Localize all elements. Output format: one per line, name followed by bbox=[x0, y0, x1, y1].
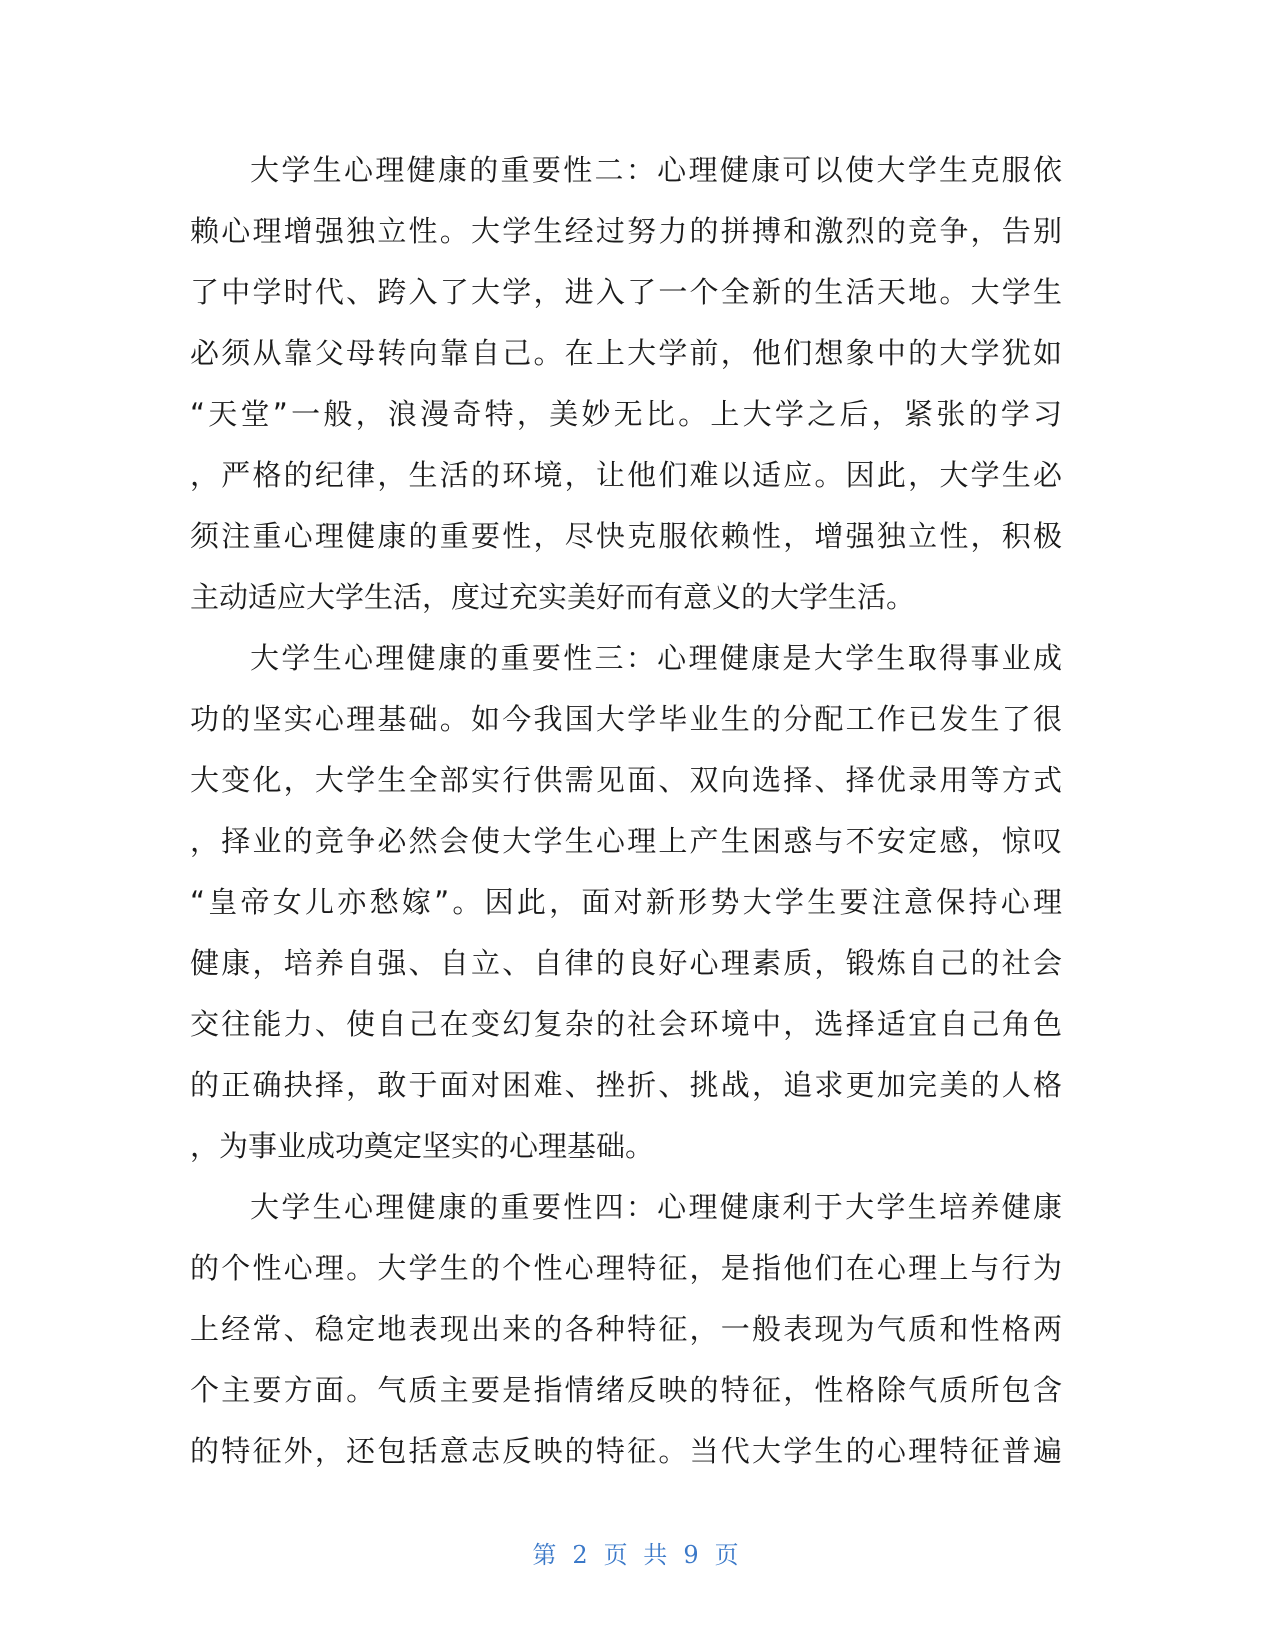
text-line: 大学生心理健康的重要性二：心理健康可以使大学生克服依 bbox=[250, 153, 1062, 187]
total-pages-number: 9 bbox=[683, 1541, 703, 1569]
paragraph-2 bbox=[190, 140, 1062, 628]
text-line: 上经常、稳定地表现出来的各种特征，一般表现为气质和性格两 bbox=[190, 1312, 1062, 1346]
text-line: 健康，培养自强、自立、自律的良好心理素质，锻炼自己的社会 bbox=[190, 946, 1062, 980]
footer-suffix: 页 bbox=[714, 1541, 743, 1569]
text-line: ，严格的纪律，生活的环境，让他们难以适应。因此，大学生必 bbox=[190, 458, 1062, 492]
paragraph-4 bbox=[190, 1177, 1062, 1482]
text-line: 的个性心理。大学生的个性心理特征，是指他们在心理上与行为 bbox=[190, 1251, 1062, 1285]
paragraph-3 bbox=[190, 628, 1062, 1177]
text-line: “天堂”一般，浪漫奇特，美妙无比。上大学之后，紧张的学习 bbox=[190, 397, 1062, 431]
text-line: 必须从靠父母转向靠自己。在上大学前，他们想象中的大学犹如 bbox=[190, 336, 1062, 370]
text-line: 主动适应大学生活，度过充实美好而有意义的大学生活。 bbox=[190, 580, 916, 614]
footer-middle: 页 共 bbox=[603, 1541, 672, 1569]
current-page-number: 2 bbox=[572, 1541, 592, 1569]
text-line: 的特征外，还包括意志反映的特征。当代大学生的心理特征普遍 bbox=[190, 1434, 1062, 1468]
text-line: 须注重心理健康的重要性，尽快克服依赖性，增强独立性，积极 bbox=[190, 519, 1062, 553]
footer-prefix: 第 bbox=[532, 1541, 561, 1569]
text-line: “皇帝女儿亦愁嫁”。因此，面对新形势大学生要注意保持心理 bbox=[190, 885, 1062, 919]
text-line: 的正确抉择，敢于面对困难、挫折、挑战，追求更加完美的人格 bbox=[190, 1068, 1062, 1102]
text-line: 个主要方面。气质主要是指情绪反映的特征，性格除气质所包含 bbox=[190, 1373, 1062, 1407]
text-line: 交往能力、使自己在变幻复杂的社会环境中，选择适宜自己角色 bbox=[190, 1007, 1062, 1041]
body-text bbox=[190, 140, 1062, 1482]
text-line: 赖心理增强独立性。大学生经过努力的拼搏和激烈的竞争，告别 bbox=[190, 214, 1062, 248]
text-line: 大学生心理健康的重要性三：心理健康是大学生取得事业成 bbox=[250, 641, 1062, 675]
page-footer bbox=[0, 1535, 1275, 1570]
text-line: ，为事业成功奠定坚实的心理基础。 bbox=[190, 1129, 655, 1163]
text-line: 大学生心理健康的重要性四：心理健康利于大学生培养健康 bbox=[250, 1190, 1062, 1224]
text-line: 功的坚实心理基础。如今我国大学毕业生的分配工作已发生了很 bbox=[190, 702, 1062, 736]
text-line: ，择业的竞争必然会使大学生心理上产生困惑与不安定感，惊叹 bbox=[190, 824, 1062, 858]
text-line: 大变化，大学生全部实行供需见面、双向选择、择优录用等方式 bbox=[190, 763, 1062, 797]
text-line: 了中学时代、跨入了大学，进入了一个全新的生活天地。大学生 bbox=[190, 275, 1062, 309]
